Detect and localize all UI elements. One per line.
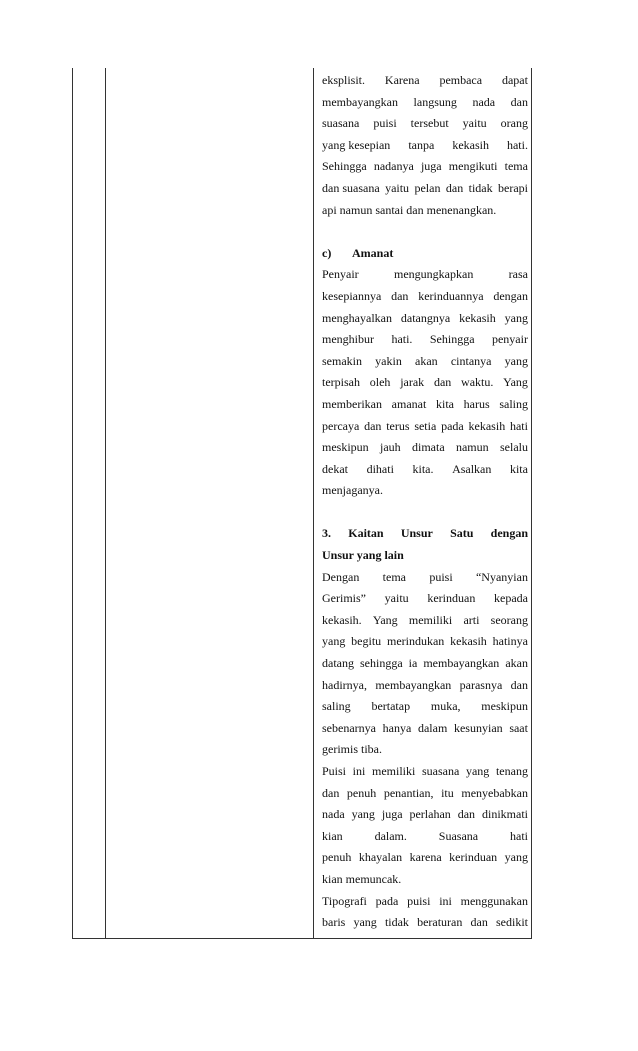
paragraph-line xyxy=(322,912,528,934)
word: yang xyxy=(322,634,346,649)
word: juga xyxy=(381,807,403,822)
word: hati xyxy=(510,828,528,843)
paragraph-line xyxy=(322,610,528,632)
word: Puisi xyxy=(322,764,347,778)
word: percaya xyxy=(322,418,360,433)
word: kerinduan xyxy=(427,591,476,606)
word: saling xyxy=(499,396,528,411)
word: dimata xyxy=(412,440,445,455)
word: muka, xyxy=(430,699,461,714)
word: dapat xyxy=(501,73,528,87)
table-column-divider-1 xyxy=(105,68,106,939)
word: kesepiannya xyxy=(322,288,382,303)
word: tersebut xyxy=(410,116,449,131)
word: kita. xyxy=(412,461,434,476)
paragraph-line xyxy=(322,308,528,330)
paragraph-amanat xyxy=(322,264,528,480)
paragraph-line xyxy=(322,696,528,718)
paragraph-line xyxy=(322,588,528,610)
word: eksplisit. xyxy=(322,73,366,87)
word: tidak xyxy=(468,180,493,195)
word: parasnya xyxy=(459,677,503,692)
word: penuh xyxy=(346,785,377,800)
word: dekat xyxy=(322,461,348,476)
word: Yang xyxy=(372,612,398,627)
word: mengikuti xyxy=(448,159,498,174)
table-left-border xyxy=(72,68,73,939)
word: yang xyxy=(504,310,528,325)
paragraph-kaitan-tema xyxy=(322,567,528,740)
word: kian xyxy=(322,828,343,843)
word: menghibur xyxy=(322,332,374,347)
word: tenang xyxy=(495,764,528,778)
paragraph-line xyxy=(322,394,528,416)
word: akan xyxy=(505,656,528,671)
word: membayangkan xyxy=(375,677,452,692)
word: berapi xyxy=(498,180,528,195)
heading-text: Amanat xyxy=(352,245,394,260)
word: tidak xyxy=(384,915,409,930)
word: yaitu xyxy=(384,591,409,606)
word: hatinya xyxy=(492,634,528,649)
word: memiliki xyxy=(372,764,416,778)
word: suasana xyxy=(422,764,460,778)
paragraph-line xyxy=(322,826,528,848)
word: memiliki xyxy=(408,612,453,627)
paragraph-line xyxy=(322,459,528,481)
word: meskipun xyxy=(322,440,369,455)
paragraph-line xyxy=(322,92,528,114)
word: kepada xyxy=(494,591,528,606)
word: amanat xyxy=(391,396,427,411)
word: suasana xyxy=(322,116,360,131)
word: penuh xyxy=(322,850,352,865)
word: akan xyxy=(415,353,438,368)
word: dan xyxy=(510,677,528,692)
paragraph-line xyxy=(322,847,528,869)
paragraph-line: menjaganya. xyxy=(322,483,383,498)
word: datang xyxy=(322,656,354,671)
section-heading-line: Unsur yang lain xyxy=(322,548,404,563)
word: kekasih xyxy=(468,418,506,433)
word: kerinduannya xyxy=(418,288,484,303)
word: dan xyxy=(433,375,452,390)
section-heading-kaitan-unsur xyxy=(322,523,528,545)
word: pelan xyxy=(414,180,441,195)
word: khayalan xyxy=(358,850,403,865)
word: pada xyxy=(375,893,399,908)
word: cintanya xyxy=(450,353,492,368)
word: yang kesepian xyxy=(322,137,391,152)
word: Kaitan xyxy=(348,526,384,541)
word: dihati xyxy=(366,461,394,476)
word: ini xyxy=(439,893,452,908)
word: kesunyian xyxy=(453,720,503,735)
paragraph-line: kian memuncak. xyxy=(322,871,402,886)
word: puisi xyxy=(407,893,431,908)
paragraph-line xyxy=(322,156,528,178)
paragraph-kaitan-suasana xyxy=(322,761,528,869)
paragraph-line xyxy=(322,351,528,373)
word: penyair xyxy=(491,332,528,347)
word: terpisah xyxy=(322,375,360,390)
paragraph-line xyxy=(322,264,528,286)
table-cell-content xyxy=(322,70,528,934)
word: Karena xyxy=(384,73,420,87)
paragraph-line: api namun santai dan menenangkan. xyxy=(322,202,497,217)
word: Sehingga xyxy=(429,332,475,347)
word: puisi xyxy=(429,569,453,584)
word: datangnya xyxy=(400,310,451,325)
word: hanya xyxy=(382,720,412,735)
paragraph-line xyxy=(322,631,528,653)
word: jarak xyxy=(400,375,425,390)
table-right-border xyxy=(531,68,532,939)
section-heading-amanat xyxy=(322,243,528,265)
word: kekasih. xyxy=(322,612,362,627)
word: Dengan xyxy=(322,569,360,584)
word: namun xyxy=(455,440,489,455)
paragraph-line xyxy=(322,718,528,740)
paragraph-line xyxy=(322,286,528,308)
word: dan xyxy=(322,785,340,800)
word: kekasih xyxy=(450,634,487,649)
heading-number: c) xyxy=(322,245,332,260)
word: Gerimis” xyxy=(322,591,366,606)
word: merindukan xyxy=(386,634,445,649)
word: yaitu xyxy=(385,180,410,195)
word: selalu xyxy=(499,440,528,455)
paragraph-line xyxy=(322,675,528,697)
word: membayangkan xyxy=(423,656,500,671)
word: menyebabkan xyxy=(461,785,528,800)
word: Suasana xyxy=(438,828,479,843)
word: pembaca xyxy=(439,73,483,87)
word: sehingga xyxy=(360,656,403,671)
word: dinikmati xyxy=(481,807,528,822)
word: hati. xyxy=(506,137,528,152)
word: langsung xyxy=(413,94,457,109)
word: kekasih xyxy=(452,137,489,152)
word: puisi xyxy=(373,116,397,131)
word: “Nyanyian xyxy=(475,569,528,584)
word: sebenarnya xyxy=(322,720,376,735)
word: yakin xyxy=(375,353,402,368)
word: Satu xyxy=(450,526,474,541)
paragraph-line xyxy=(322,135,528,157)
word: dengan xyxy=(490,526,528,541)
word: yang xyxy=(465,764,490,778)
word: menggunakan xyxy=(460,893,528,908)
word: hati xyxy=(509,418,528,433)
paragraph-line xyxy=(322,70,528,92)
word: yang xyxy=(504,850,528,865)
word: arti xyxy=(463,612,480,627)
word: harus xyxy=(463,396,490,411)
word: meskipun xyxy=(481,699,528,714)
word: pada xyxy=(441,418,464,433)
word: dan xyxy=(445,180,464,195)
word: ini xyxy=(352,764,366,778)
word: kita xyxy=(435,396,454,411)
word: yaitu xyxy=(462,116,487,131)
paragraph-line xyxy=(322,178,528,200)
word: dan xyxy=(364,418,382,433)
word: dan suasana xyxy=(322,180,380,195)
word: Tipografi xyxy=(322,893,367,908)
word: saat xyxy=(509,720,528,735)
word: baris xyxy=(322,915,346,930)
word: yang xyxy=(504,353,528,368)
word: terus xyxy=(386,418,410,433)
word: jauh xyxy=(380,440,401,455)
paragraph-line xyxy=(322,804,528,826)
word: dalam xyxy=(417,720,448,735)
word: bertatap xyxy=(371,699,411,714)
word: dengan xyxy=(493,288,528,303)
word: sedikit xyxy=(496,915,528,930)
word: dan xyxy=(470,915,488,930)
paragraph-line xyxy=(322,523,528,545)
word: Sehingga xyxy=(322,159,367,174)
table-column-divider-2 xyxy=(313,68,314,939)
word: hati. xyxy=(391,332,413,347)
word: nadanya xyxy=(373,159,414,174)
paragraph-line xyxy=(322,372,528,394)
word: orang xyxy=(500,116,528,131)
word: ia xyxy=(408,656,418,671)
word: Asalkan xyxy=(452,461,492,476)
word: nada xyxy=(472,94,496,109)
word: dan xyxy=(457,807,476,822)
word: begitu xyxy=(351,634,382,649)
word: menghayalkan xyxy=(322,310,392,325)
word: hadirnya, xyxy=(322,677,367,692)
word: 3. xyxy=(322,526,331,541)
paragraph-line xyxy=(322,891,528,913)
word: memberikan xyxy=(322,396,382,411)
paragraph-kaitan-tipografi xyxy=(322,891,528,934)
paragraph-line xyxy=(322,653,528,675)
paragraph-line xyxy=(322,761,528,783)
word: rasa xyxy=(508,267,528,282)
word: Unsur xyxy=(400,526,433,541)
word: Yang xyxy=(503,375,528,390)
word: mengungkapkan xyxy=(394,267,474,282)
word: semakin xyxy=(322,353,362,368)
paragraph-line xyxy=(322,416,528,438)
word: kekasih xyxy=(459,310,496,325)
word: kita xyxy=(509,461,528,476)
word: nada xyxy=(322,807,345,822)
word: saling xyxy=(322,699,351,714)
word: tema xyxy=(382,569,406,584)
paragraph-line xyxy=(322,567,528,589)
word: setia xyxy=(414,418,437,433)
word: penantian, xyxy=(383,785,434,800)
word: Penyair xyxy=(322,267,359,282)
word: dan xyxy=(510,94,528,109)
word: seorang xyxy=(490,612,528,627)
word: perlahan xyxy=(409,807,451,822)
word: tanpa xyxy=(408,137,435,152)
word: dan xyxy=(391,288,409,303)
word: dalam. xyxy=(374,828,407,843)
word: waktu. xyxy=(461,375,494,390)
word: membayangkan xyxy=(322,94,398,109)
word: beraturan xyxy=(417,915,463,930)
word: kerinduan xyxy=(449,850,498,865)
word: juga xyxy=(420,159,442,174)
paragraph-line xyxy=(322,329,528,351)
word: yang xyxy=(353,915,377,930)
table-bottom-border xyxy=(72,938,531,939)
paragraph-line xyxy=(322,437,528,459)
word: yang xyxy=(351,807,375,822)
word: karena xyxy=(409,850,442,865)
paragraph-line xyxy=(322,783,528,805)
word: oleh xyxy=(369,375,391,390)
paragraph-line xyxy=(322,113,528,135)
word: tema xyxy=(504,159,528,174)
word: itu xyxy=(441,785,454,800)
paragraph-line: gerimis tiba. xyxy=(322,742,382,757)
paragraph-suasana-continued xyxy=(322,70,528,200)
